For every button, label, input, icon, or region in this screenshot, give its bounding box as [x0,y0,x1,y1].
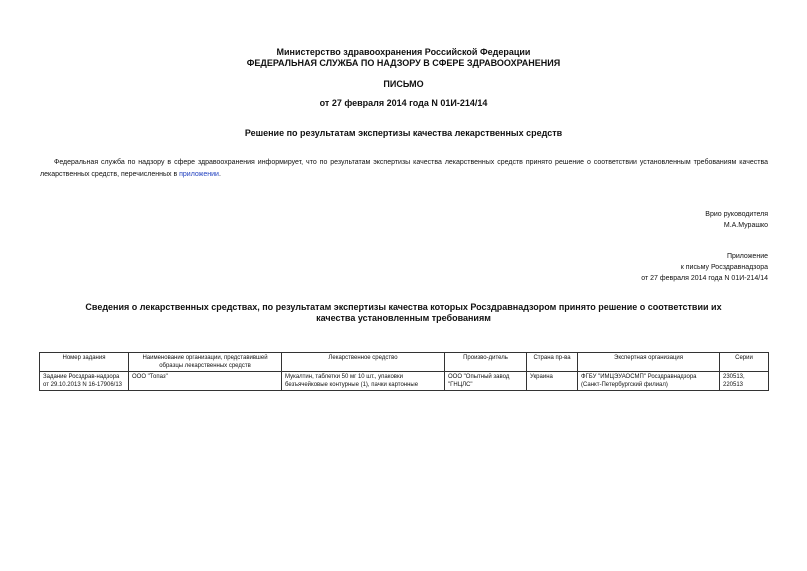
appendix-link[interactable]: приложении [179,171,219,178]
column-header: Номер задания [40,353,129,372]
table-cell: ООО "Опытный завод "ГНЦЛС" [445,372,527,391]
column-header: Лекарственное средство [282,353,445,372]
column-header: Серии [720,353,769,372]
document-date: от 27 февраля 2014 года N 01И-214/14 [319,98,488,108]
signature-name: М.А.Мурашко [723,222,768,229]
table-cell: ФГБУ "ИМЦЭУАОСМП" Росздравнадзора (Санкт-Петербургский филиал) [578,372,720,391]
letter-body [40,157,768,181]
column-header: Наименование организации, представившей образцы лекарственных средств [129,353,282,372]
appendix-label: Приложение [726,253,768,260]
column-header: Экспертная организация [578,353,720,372]
table-cell: Украина [527,372,578,391]
signature-position: Врио руководителя [705,211,768,218]
appendix-title: Сведения о лекарственных средствах, по результатам экспертизы качества которых Росздравнадзором принято решение о соответствии их качества установленным требованиям [85,302,722,323]
column-header: Страна пр-ва [527,353,578,372]
column-header: Произво-дитель [445,353,527,372]
table-cell: ООО "Топаз" [129,372,282,391]
service-title: ФЕДЕРАЛЬНАЯ СЛУЖБА ПО НАДЗОРУ В СФЕРЕ ЗДРАВООХРАНЕНИЯ [246,58,561,68]
appendix-to: к письму Росздравнадзора [680,264,768,271]
document-type: ПИСЬМО [383,79,424,89]
table-cell: Задание Росздрав-надзора от 29.10.2013 N 16-17906/13 [40,372,129,391]
table-cell: 230513, 220513 [720,372,769,391]
letter-body-tail: . [218,171,221,178]
table-header-row [40,353,769,372]
document-subject: Решение по результатам экспертизы качества лекарственных средств [244,128,563,138]
table-row [40,372,769,391]
ministry-title: Министерство здравоохранения Российской Федерации [276,47,531,57]
medicines-table [39,352,769,391]
appendix-date: от 27 февраля 2014 года N 01И-214/14 [641,275,768,282]
letter-body-text: Федеральная служба по надзору в сфере здравоохранения информирует, что по результатам экспертизы качества лекарственных средств принято решение о соответствии установленным требованиям качества лекарственных средств, перечисленных в [40,159,768,178]
table-cell: Мукалтин, таблетки 50 мг 10 шт., упаковки безъячейковые контурные (1), пачки картонные [282,372,445,391]
